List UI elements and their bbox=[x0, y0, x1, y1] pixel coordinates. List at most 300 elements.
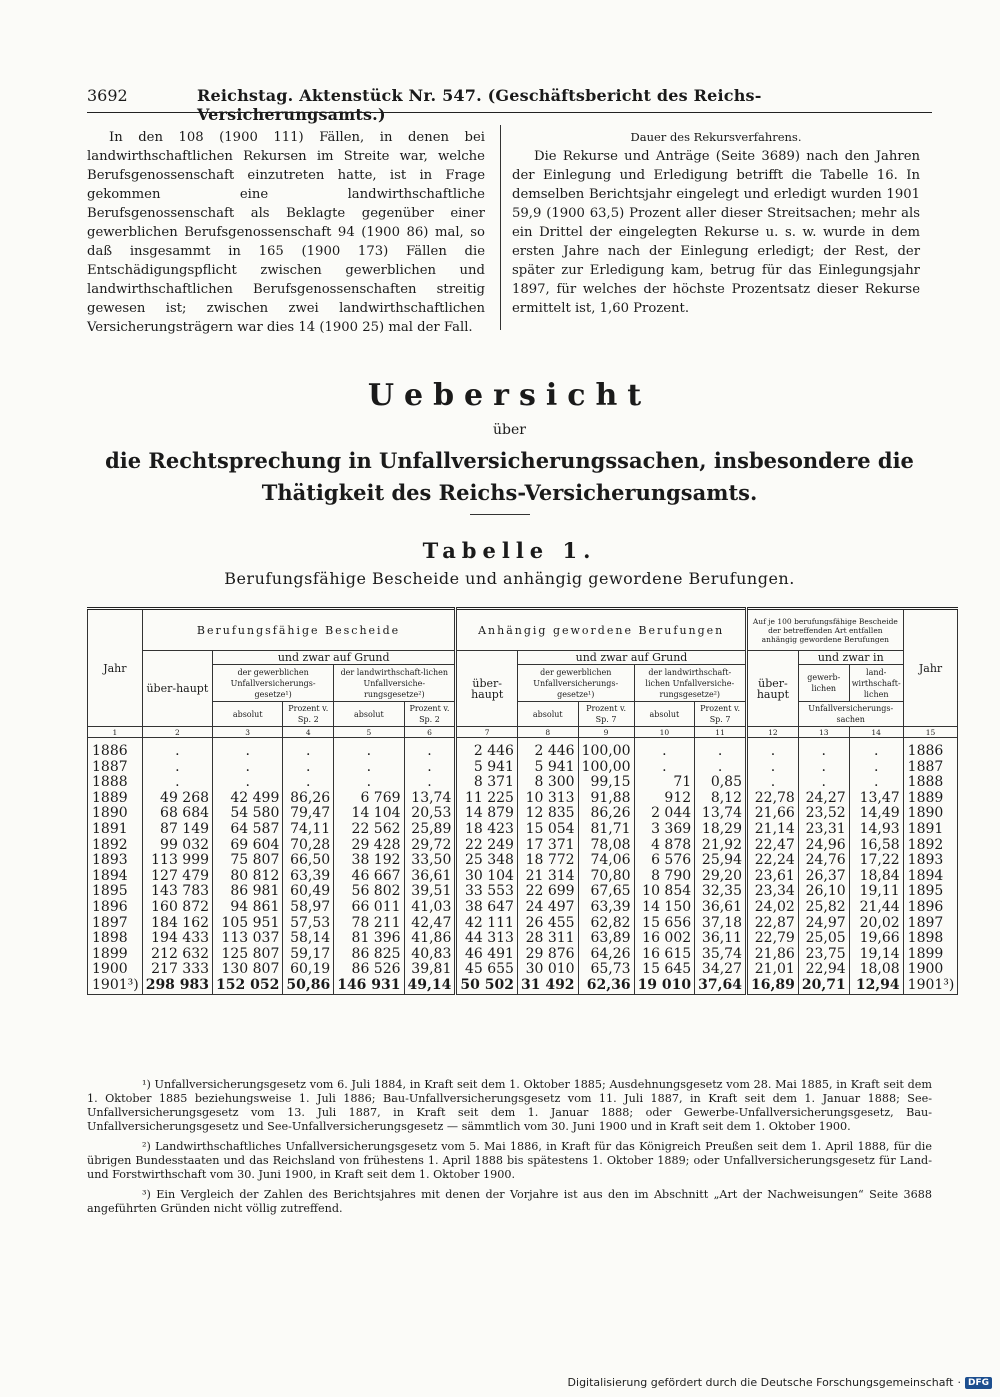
table-cell: 13,74 bbox=[404, 791, 456, 807]
table-cell: 13,47 bbox=[849, 791, 903, 807]
footnotes bbox=[87, 1078, 932, 1216]
table-cell: 74,11 bbox=[283, 822, 334, 838]
table-cell: 127 479 bbox=[142, 869, 212, 885]
table-cell: 1898 bbox=[903, 931, 958, 947]
table-cell: . bbox=[142, 775, 212, 791]
column-number: 1 bbox=[88, 727, 143, 738]
table-cell: 146 931 bbox=[334, 978, 404, 994]
header-landw-2: der landwirthschaft-lichen Unfallversiche-rungsgesetze²) bbox=[634, 665, 746, 702]
header-auf-je-100: Auf je 100 berufungsfähige Bescheide der betreffenden Art entfallen anhängig gewordene Berufungen bbox=[747, 609, 904, 651]
table-cell: 24,97 bbox=[798, 916, 849, 932]
table-cell: 1888 bbox=[903, 775, 958, 791]
table-cell: 2 446 bbox=[517, 738, 578, 760]
table-cell: 86 825 bbox=[334, 947, 404, 963]
main-title: Uebersicht bbox=[367, 378, 652, 413]
table-cell: 12 835 bbox=[517, 806, 578, 822]
header-prozent-1: Prozent v. Sp. 2 bbox=[283, 702, 334, 727]
page-number: 3692 bbox=[87, 86, 128, 105]
table-cell: 29,20 bbox=[695, 869, 747, 885]
header-gewerbliche-1: der gewerblichen Unfallversicherungs-gesetze¹) bbox=[213, 665, 334, 702]
table-cell: . bbox=[747, 775, 799, 791]
table-cell: 17 371 bbox=[517, 838, 578, 854]
table-cell: 18,29 bbox=[695, 822, 747, 838]
table-cell: 125 807 bbox=[213, 947, 283, 963]
table-cell: 1899 bbox=[88, 947, 143, 963]
table-cell: 23,75 bbox=[798, 947, 849, 963]
table-cell: 34,27 bbox=[695, 962, 747, 978]
table-cell: 22,78 bbox=[747, 791, 799, 807]
table-cell: . bbox=[283, 738, 334, 760]
right-column bbox=[512, 128, 920, 318]
table-cell: . bbox=[798, 760, 849, 776]
table-row bbox=[88, 791, 958, 807]
header-landw-1: der landwirthschaft-lichen Unfallversiche-rungsgesetze²) bbox=[334, 665, 456, 702]
table-cell: 24,96 bbox=[798, 838, 849, 854]
title-ueber: über bbox=[493, 422, 526, 438]
table-cell: 1901³) bbox=[903, 978, 958, 994]
table-cell: 67,65 bbox=[578, 884, 634, 900]
column-number: 2 bbox=[142, 727, 212, 738]
table-cell: 99 032 bbox=[142, 838, 212, 854]
table-cell: 26,37 bbox=[798, 869, 849, 885]
column-number: 3 bbox=[213, 727, 283, 738]
table-cell: 29 876 bbox=[517, 947, 578, 963]
table-cell: 21,92 bbox=[695, 838, 747, 854]
dfg-logo-icon: DFG bbox=[965, 1377, 992, 1389]
table-cell: 23,52 bbox=[798, 806, 849, 822]
table-row bbox=[88, 806, 958, 822]
table-cell: 16 002 bbox=[634, 931, 695, 947]
left-column-text: In den 108 (1900 111) Fällen, in denen bei landwirthschaftlichen Rekursen im Streite war, welche Berufsgenossenschaft einzutreten hatte, ist in Frage gekommen eine landwirthschaftliche Berufsgenossenschaft als Beklagte gegenüber einer gewerblichen Berufsgenossenschaft 94 (1900 86) mal, so daß insgesammt in 165 (1900 173) Fällen die Entschädigungspflicht zwischen gewerblichen und landwirthschaftlichen Berufsgenossenschaften streitig gewesen ist; zwischen zwei landwirthschaftlichen Versicherungsträgern war dies 14 (1900 25) mal der Fall. bbox=[87, 130, 485, 335]
table-cell: 23,34 bbox=[747, 884, 799, 900]
table-cell: 298 983 bbox=[142, 978, 212, 994]
table-cell: 1895 bbox=[903, 884, 958, 900]
table-cell: 1889 bbox=[88, 791, 143, 807]
table-cell: 26 455 bbox=[517, 916, 578, 932]
table-row bbox=[88, 900, 958, 916]
table-row bbox=[88, 822, 958, 838]
table-cell: 36,61 bbox=[695, 900, 747, 916]
footer-text: Digitalisierung gefördert durch die Deutsche Forschungsgemeinschaft bbox=[567, 1376, 954, 1389]
header-gewerbliche-2: der gewerblichen Unfallversicherungs-gesetze¹) bbox=[517, 665, 634, 702]
table-cell: 26,10 bbox=[798, 884, 849, 900]
table-cell: 19 010 bbox=[634, 978, 695, 994]
table-cell: 58,14 bbox=[283, 931, 334, 947]
table-cell: 64,26 bbox=[578, 947, 634, 963]
header-unfallsachen: Unfallversicherungs-sachen bbox=[798, 702, 903, 727]
table-cell: 28 311 bbox=[517, 931, 578, 947]
table-cell: 86 981 bbox=[213, 884, 283, 900]
table-cell: 1890 bbox=[903, 806, 958, 822]
table-cell: 21,14 bbox=[747, 822, 799, 838]
table-cell: 100,00 bbox=[578, 738, 634, 760]
column-number-row bbox=[88, 727, 958, 738]
table-cell: 22 249 bbox=[456, 838, 518, 854]
table-cell: 1886 bbox=[88, 738, 143, 760]
table-cell: 62,36 bbox=[578, 978, 634, 994]
table-cell: 35,74 bbox=[695, 947, 747, 963]
table-cell: 10 854 bbox=[634, 884, 695, 900]
table-cell: 25,94 bbox=[695, 853, 747, 869]
table-cell: 22,47 bbox=[747, 838, 799, 854]
table-cell: 14 104 bbox=[334, 806, 404, 822]
table-cell: 37,64 bbox=[695, 978, 747, 994]
table-cell: 24 497 bbox=[517, 900, 578, 916]
table-cell: 6 576 bbox=[634, 853, 695, 869]
table-cell: 1893 bbox=[88, 853, 143, 869]
table-cell: 87 149 bbox=[142, 822, 212, 838]
table-cell: . bbox=[334, 760, 404, 776]
table-cell: 50,86 bbox=[283, 978, 334, 994]
footnote-1: ¹) Unfallversicherungsgesetz vom 6. Juli 1884, in Kraft seit dem 1. Oktober 1885; Ausdehnungsgesetz vom 28. Mai 1885, in Kraft seit dem 1. Oktober 1885 beziehungsweise 1. Juli 1886; Bau-Unfallversicherungsgesetz vom 11. Juli 1887, in Kraft seit dem 1. Januar 1888; See-Unfallversicherungsgesetz vom 13. Juli 1887, in Kraft seit dem 1. Januar 1888; oder Gewerbe-Unfallversicherungsgesetz, Bau-Unfallversicherungsgesetz und See-Unfallversicherungsgesetz — sämmtlich vom 30. Juni 1900 und in Kraft seit dem 1. Oktober 1900. bbox=[87, 1078, 932, 1133]
table-cell: . bbox=[283, 775, 334, 791]
table-cell: 56 802 bbox=[334, 884, 404, 900]
column-number: 9 bbox=[578, 727, 634, 738]
table-cell: 1888 bbox=[88, 775, 143, 791]
table-cell: 66 011 bbox=[334, 900, 404, 916]
table-cell: 33 553 bbox=[456, 884, 518, 900]
table-cell: 100,00 bbox=[578, 760, 634, 776]
table-cell: 36,61 bbox=[404, 869, 456, 885]
table-cell: . bbox=[283, 760, 334, 776]
table-cell: 81,71 bbox=[578, 822, 634, 838]
table-cell: 86 526 bbox=[334, 962, 404, 978]
header-gewerblichen: gewerb-lichen bbox=[798, 665, 849, 702]
table-cell: 86,26 bbox=[283, 791, 334, 807]
table-cell: 22,24 bbox=[747, 853, 799, 869]
table-row bbox=[88, 916, 958, 932]
table-cell: 60,19 bbox=[283, 962, 334, 978]
table-cell: . bbox=[142, 738, 212, 760]
header-prozent-3: Prozent v. Sp. 7 bbox=[578, 702, 634, 727]
table-cell: 30 104 bbox=[456, 869, 518, 885]
table-cell: 18 423 bbox=[456, 822, 518, 838]
table-cell: 65,73 bbox=[578, 962, 634, 978]
table-cell: 8 371 bbox=[456, 775, 518, 791]
table-cell: 79,47 bbox=[283, 806, 334, 822]
table-cell: 22,79 bbox=[747, 931, 799, 947]
table-cell: 113 999 bbox=[142, 853, 212, 869]
table-cell: . bbox=[334, 775, 404, 791]
table-cell: 152 052 bbox=[213, 978, 283, 994]
table-cell: . bbox=[142, 760, 212, 776]
running-title: Reichstag. Aktenstück Nr. 547. (Geschäftsbericht des Reichs-Versicherungsamts.) bbox=[197, 86, 762, 124]
digitization-footer: Digitalisierung gefördert durch die Deutsche Forschungsgemeinschaft · DFG bbox=[568, 1376, 992, 1389]
column-divider bbox=[500, 125, 501, 330]
table-cell: 16 615 bbox=[634, 947, 695, 963]
table-cell: 130 807 bbox=[213, 962, 283, 978]
table-cell: 41,03 bbox=[404, 900, 456, 916]
table-cell: 1892 bbox=[88, 838, 143, 854]
table-cell: . bbox=[404, 775, 456, 791]
table-cell: 46 491 bbox=[456, 947, 518, 963]
table-cell: 49 268 bbox=[142, 791, 212, 807]
table-cell: 23,31 bbox=[798, 822, 849, 838]
column-number: 6 bbox=[404, 727, 456, 738]
table-cell: 78 211 bbox=[334, 916, 404, 932]
table-cell: 32,35 bbox=[695, 884, 747, 900]
table-cell: 14 150 bbox=[634, 900, 695, 916]
table-cell: 58,97 bbox=[283, 900, 334, 916]
table-cell: 38 192 bbox=[334, 853, 404, 869]
table-cell: 70,28 bbox=[283, 838, 334, 854]
header-und-zwar-1: und zwar auf Grund bbox=[213, 651, 456, 665]
table-cell: 36,11 bbox=[695, 931, 747, 947]
table-cell: 1891 bbox=[88, 822, 143, 838]
table-cell: 15 054 bbox=[517, 822, 578, 838]
table-cell: 80 812 bbox=[213, 869, 283, 885]
table-cell: 46 667 bbox=[334, 869, 404, 885]
table-cell: 1887 bbox=[88, 760, 143, 776]
column-number: 8 bbox=[517, 727, 578, 738]
header-rule bbox=[87, 112, 932, 113]
table-cell: 1897 bbox=[903, 916, 958, 932]
column-number: 11 bbox=[695, 727, 747, 738]
table-row bbox=[88, 853, 958, 869]
table-cell: 1900 bbox=[88, 962, 143, 978]
table-cell: 19,11 bbox=[849, 884, 903, 900]
table-subtitle: Berufungsfähige Bescheide und anhängig gewordene Berufungen. bbox=[224, 569, 795, 588]
table-cell: 1887 bbox=[903, 760, 958, 776]
table-cell: 33,50 bbox=[404, 853, 456, 869]
footnote-3: ³) Ein Vergleich der Zahlen des Berichtsjahres mit denen der Vorjahre ist aus den im Abschnitt „Art der Nachweisungen“ Seite 3688 angeführten Gründen nicht völlig zutreffend. bbox=[87, 1188, 932, 1215]
table-cell: 63,39 bbox=[283, 869, 334, 885]
table-cell: 1898 bbox=[88, 931, 143, 947]
table-cell: 63,89 bbox=[578, 931, 634, 947]
table-cell: 8 790 bbox=[634, 869, 695, 885]
table-cell: 21 314 bbox=[517, 869, 578, 885]
column-number: 14 bbox=[849, 727, 903, 738]
table-row bbox=[88, 947, 958, 963]
table-cell: . bbox=[798, 738, 849, 760]
column-number: 5 bbox=[334, 727, 404, 738]
header-und-zwar-2: und zwar auf Grund bbox=[517, 651, 746, 665]
table-cell: 1896 bbox=[903, 900, 958, 916]
table-cell: 29 428 bbox=[334, 838, 404, 854]
footnote-2: ²) Landwirthschaftliches Unfallversicherungsgesetz vom 5. Mai 1886, in Kraft für das Königreich Preußen seit dem 1. April 1888, für die übrigen Bundesstaaten und das Reichsland von frühestens 1. April 1888 bis spätestens 1. Oktober 1889; oder Unfallversicherungsgesetz für Land- und Forstwirthschaft vom 30. Juni 1900, in Kraft seit dem 1. Oktober 1900. bbox=[87, 1140, 932, 1181]
header-jahr-right: Jahr bbox=[903, 609, 958, 727]
column-number: 12 bbox=[747, 727, 799, 738]
table-cell: 21,66 bbox=[747, 806, 799, 822]
table-cell: . bbox=[334, 738, 404, 760]
title-divider bbox=[470, 514, 530, 515]
table-cell: 22,94 bbox=[798, 962, 849, 978]
table-cell: 91,88 bbox=[578, 791, 634, 807]
table-row bbox=[88, 962, 958, 978]
table-cell: 22 562 bbox=[334, 822, 404, 838]
table-cell: 78,08 bbox=[578, 838, 634, 854]
header-absolut-3: absolut bbox=[517, 702, 578, 727]
table-cell: 37,18 bbox=[695, 916, 747, 932]
table-cell: 12,94 bbox=[849, 978, 903, 994]
table-cell: 99,15 bbox=[578, 775, 634, 791]
table-cell: 50 502 bbox=[456, 978, 518, 994]
table-cell: 42 111 bbox=[456, 916, 518, 932]
table-cell: 15 645 bbox=[634, 962, 695, 978]
header-absolut-1: absolut bbox=[213, 702, 283, 727]
header-ueberhaupt-1: über-haupt bbox=[142, 651, 212, 727]
column-number: 4 bbox=[283, 727, 334, 738]
table-cell: 75 807 bbox=[213, 853, 283, 869]
table-cell: 194 433 bbox=[142, 931, 212, 947]
table-cell: 1891 bbox=[903, 822, 958, 838]
table-cell: 49,14 bbox=[404, 978, 456, 994]
table-cell: 1890 bbox=[88, 806, 143, 822]
table-cell: 62,82 bbox=[578, 916, 634, 932]
table-cell: 40,83 bbox=[404, 947, 456, 963]
table-cell: 184 162 bbox=[142, 916, 212, 932]
left-column bbox=[87, 128, 485, 337]
table-row bbox=[88, 931, 958, 947]
table-cell: 5 941 bbox=[456, 760, 518, 776]
table-cell: 1897 bbox=[88, 916, 143, 932]
table-cell: 59,17 bbox=[283, 947, 334, 963]
table-cell: 1896 bbox=[88, 900, 143, 916]
data-table bbox=[87, 607, 958, 995]
table-cell: 20,71 bbox=[798, 978, 849, 994]
table-cell: 1895 bbox=[88, 884, 143, 900]
table-cell: 86,26 bbox=[578, 806, 634, 822]
table-cell: 1900 bbox=[903, 962, 958, 978]
column-number: 15 bbox=[903, 727, 958, 738]
table-cell: 44 313 bbox=[456, 931, 518, 947]
table-cell: 11 225 bbox=[456, 791, 518, 807]
table-cell: 60,49 bbox=[283, 884, 334, 900]
header-landwirthschaftlichen: land-wirthschaft-lichen bbox=[849, 665, 903, 702]
table-cell: 105 951 bbox=[213, 916, 283, 932]
table-cell: 18,08 bbox=[849, 962, 903, 978]
table-row bbox=[88, 775, 958, 791]
table-cell: 22 699 bbox=[517, 884, 578, 900]
table-cell: 42,47 bbox=[404, 916, 456, 932]
table-cell: 42 499 bbox=[213, 791, 283, 807]
table-cell: 54 580 bbox=[213, 806, 283, 822]
header-absolut-2: absolut bbox=[334, 702, 404, 727]
table-cell: 4 878 bbox=[634, 838, 695, 854]
table-cell: . bbox=[634, 738, 695, 760]
table-cell: 39,51 bbox=[404, 884, 456, 900]
table-cell: 1889 bbox=[903, 791, 958, 807]
table-cell: 8 300 bbox=[517, 775, 578, 791]
table-cell: 113 037 bbox=[213, 931, 283, 947]
page-header bbox=[87, 86, 932, 124]
table-cell: 17,22 bbox=[849, 853, 903, 869]
table-cell: 31 492 bbox=[517, 978, 578, 994]
table-cell: 18 772 bbox=[517, 853, 578, 869]
table-cell: 1886 bbox=[903, 738, 958, 760]
table-cell: 1893 bbox=[903, 853, 958, 869]
table-cell: . bbox=[213, 760, 283, 776]
header-prozent-2: Prozent v. Sp. 2 bbox=[404, 702, 456, 727]
table-cell: . bbox=[634, 760, 695, 776]
table-cell: . bbox=[849, 775, 903, 791]
table-cell: 81 396 bbox=[334, 931, 404, 947]
table-cell: 71 bbox=[634, 775, 695, 791]
header-ueberhaupt-3: über-haupt bbox=[747, 651, 799, 727]
table-cell: . bbox=[695, 738, 747, 760]
table-cell: 18,84 bbox=[849, 869, 903, 885]
table-cell: . bbox=[213, 738, 283, 760]
table-row bbox=[88, 884, 958, 900]
table-cell: . bbox=[213, 775, 283, 791]
table-cell: 14 879 bbox=[456, 806, 518, 822]
table-cell: 14,49 bbox=[849, 806, 903, 822]
table-cell: 45 655 bbox=[456, 962, 518, 978]
table-cell: . bbox=[695, 760, 747, 776]
header-absolut-4: absolut bbox=[634, 702, 695, 727]
table-cell: 160 872 bbox=[142, 900, 212, 916]
table-cell: 23,61 bbox=[747, 869, 799, 885]
table-cell: . bbox=[849, 760, 903, 776]
table-cell: 1894 bbox=[903, 869, 958, 885]
table-row bbox=[88, 738, 958, 760]
table-cell: 64 587 bbox=[213, 822, 283, 838]
table-cell: 10 313 bbox=[517, 791, 578, 807]
table-cell: 70,80 bbox=[578, 869, 634, 885]
column-number: 7 bbox=[456, 727, 518, 738]
table-cell: 5 941 bbox=[517, 760, 578, 776]
table-cell: 41,86 bbox=[404, 931, 456, 947]
table-cell: 74,06 bbox=[578, 853, 634, 869]
table-cell: 16,58 bbox=[849, 838, 903, 854]
table-cell: 143 783 bbox=[142, 884, 212, 900]
table-cell: 19,66 bbox=[849, 931, 903, 947]
table-cell: 912 bbox=[634, 791, 695, 807]
table-cell: 39,81 bbox=[404, 962, 456, 978]
table-cell: 6 769 bbox=[334, 791, 404, 807]
table-cell: 21,44 bbox=[849, 900, 903, 916]
header-anhaengig: Anhängig gewordene Berufungen bbox=[456, 609, 747, 651]
table-cell: . bbox=[849, 738, 903, 760]
table-cell: 24,27 bbox=[798, 791, 849, 807]
table-cell: 8,12 bbox=[695, 791, 747, 807]
table-row bbox=[88, 978, 958, 994]
header-berufungsfaehige: Berufungsfähige Bescheide bbox=[142, 609, 456, 651]
table-cell: 25,89 bbox=[404, 822, 456, 838]
table-cell: 14,93 bbox=[849, 822, 903, 838]
table-cell: 3 369 bbox=[634, 822, 695, 838]
table-cell: 21,86 bbox=[747, 947, 799, 963]
table-cell: 2 446 bbox=[456, 738, 518, 760]
table-cell: 19,14 bbox=[849, 947, 903, 963]
table-cell: 38 647 bbox=[456, 900, 518, 916]
title-subtitle: die Rechtsprechung in Unfallversicherungssachen, insbesondere die Thätigkeit des Reichs-Versicherungsamts. bbox=[105, 448, 914, 505]
table-cell: 2 044 bbox=[634, 806, 695, 822]
table-cell: 16,89 bbox=[747, 978, 799, 994]
table-cell: 15 656 bbox=[634, 916, 695, 932]
table-cell: 1894 bbox=[88, 869, 143, 885]
table-cell: 24,76 bbox=[798, 853, 849, 869]
table-cell: 69 604 bbox=[213, 838, 283, 854]
table-cell: 22,87 bbox=[747, 916, 799, 932]
table-cell: 29,72 bbox=[404, 838, 456, 854]
table-cell: 94 861 bbox=[213, 900, 283, 916]
header-und-zwar-in: und zwar in bbox=[798, 651, 903, 665]
table-cell: 24,02 bbox=[747, 900, 799, 916]
table-cell: 25 348 bbox=[456, 853, 518, 869]
table-cell: 20,02 bbox=[849, 916, 903, 932]
table-cell: 66,50 bbox=[283, 853, 334, 869]
right-column-heading: Dauer des Rekursverfahrens. bbox=[630, 130, 802, 144]
table-cell: . bbox=[798, 775, 849, 791]
header-ueberhaupt-2: über-haupt bbox=[456, 651, 518, 727]
table-cell: 21,01 bbox=[747, 962, 799, 978]
table-cell: 13,74 bbox=[695, 806, 747, 822]
table-cell: . bbox=[404, 738, 456, 760]
table-cell: 30 010 bbox=[517, 962, 578, 978]
table-cell: 212 632 bbox=[142, 947, 212, 963]
right-column-text: Die Rekurse und Anträge (Seite 3689) nach den Jahren der Einlegung und Erledigung betrifft die Tabelle 16. In demselben Berichtsjahr eingelegt und erledigt wurden 1901 59,9 (1900 63,5) Prozent aller dieser Streitsachen; mehr als ein Drittel der eingelegten Rekurse u. s. w. wurde in dem ersten Jahre nach der Einlegung erledigt; der Rest, der später zur Erledigung kam, betrug für das Einlegungsjahr 1897, für welches der höchste Prozentsatz dieser Rekurse ermittelt ist, 1,60 Prozent. bbox=[512, 149, 920, 316]
